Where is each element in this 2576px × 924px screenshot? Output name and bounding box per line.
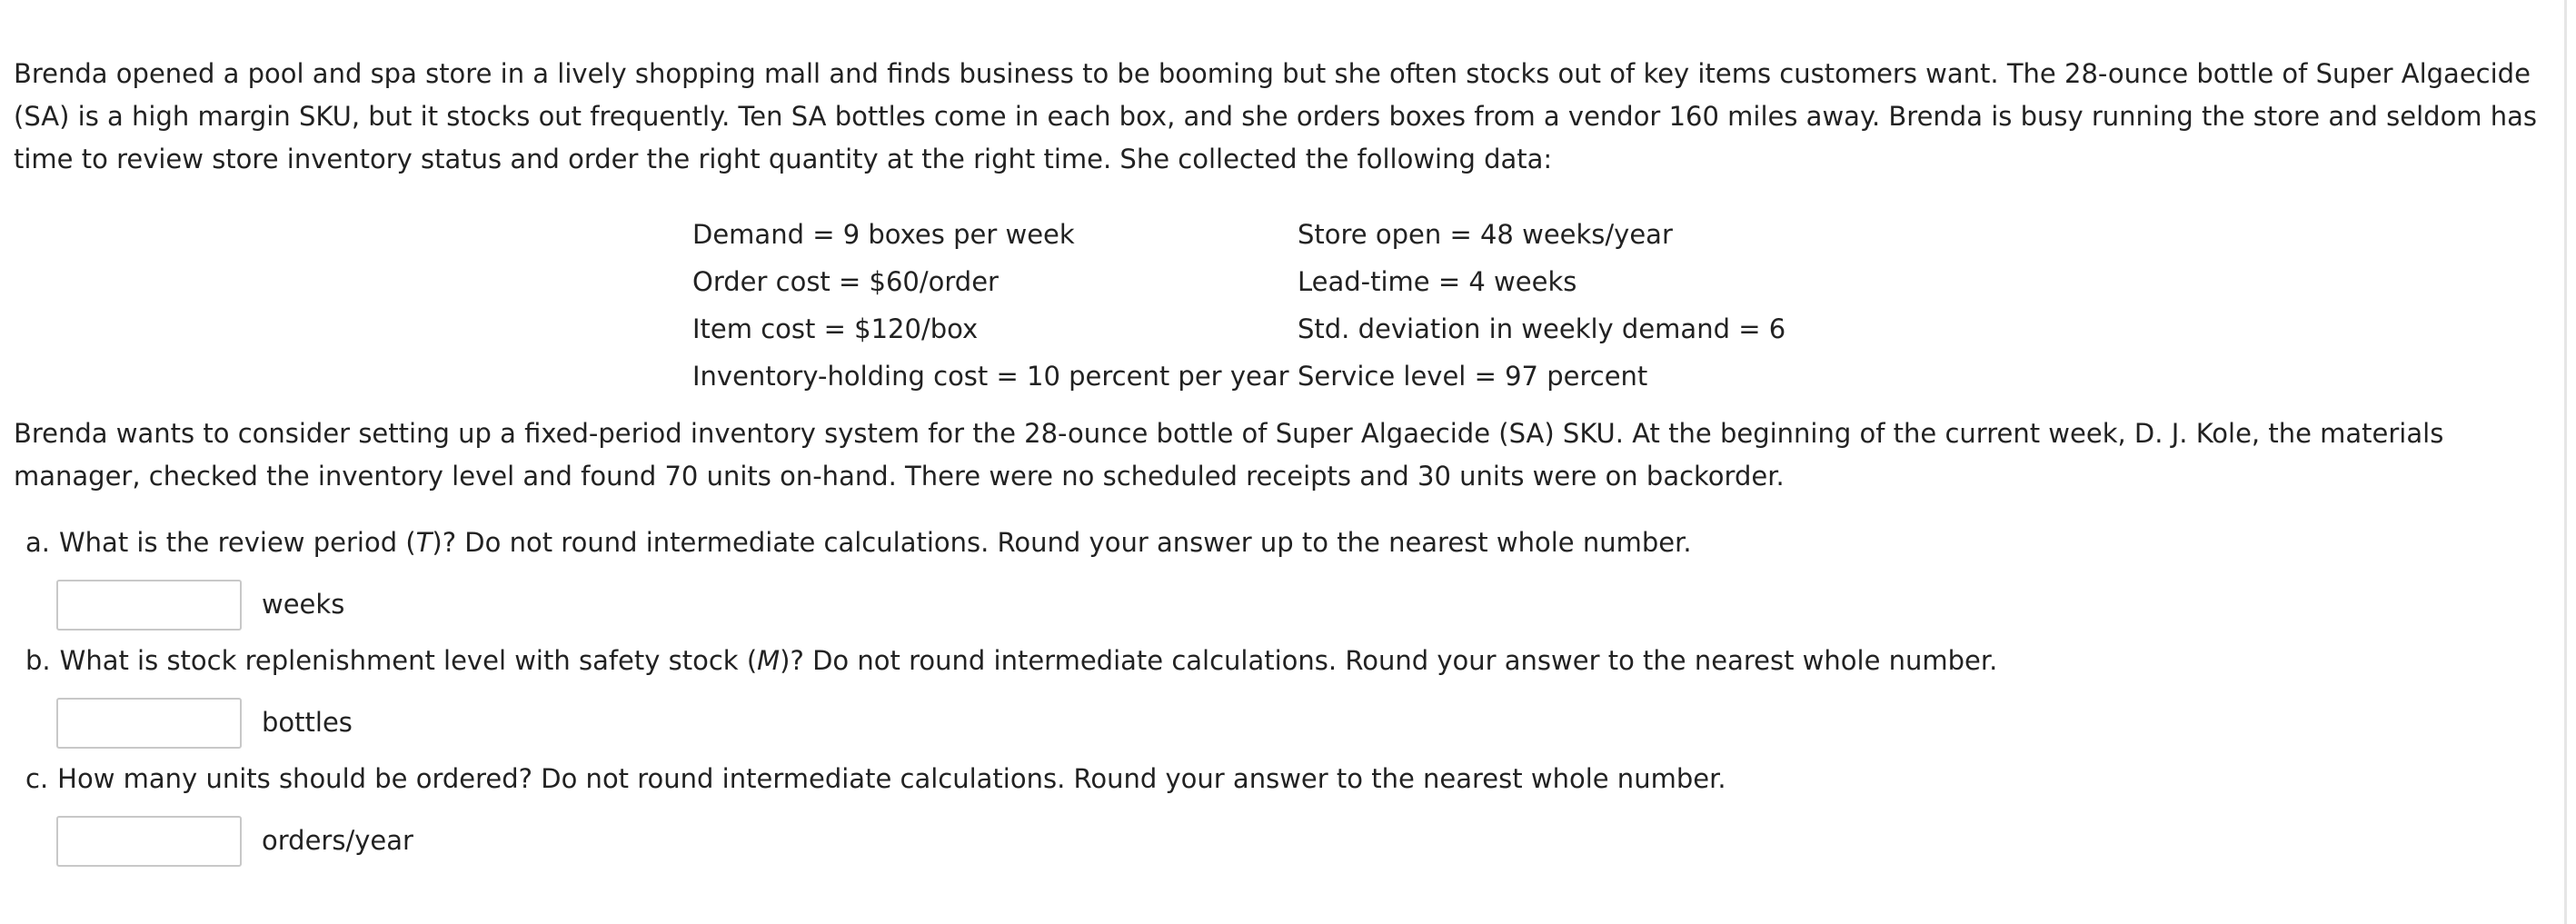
question-label: a. — [25, 527, 50, 558]
data-cell: Demand = 9 boxes per week — [692, 219, 1075, 250]
question-variable: M — [757, 645, 781, 676]
question-label: c. — [25, 763, 49, 794]
data-cell: Lead-time = 4 weeks — [1298, 266, 1577, 297]
data-cell: Service level = 97 percent — [1298, 361, 1648, 392]
question-c — [25, 763, 1726, 794]
data-row — [692, 258, 1785, 305]
question-text: )? Do not round intermediate calculations. Round your answer up to the nearest whole number. — [432, 527, 1692, 558]
question-b — [25, 645, 1997, 676]
question-text: How many units should be ordered? Do not round intermediate calculations. Round your answer to the nearest whole number. — [57, 763, 1726, 794]
answer-unit-c: orders/year — [262, 825, 413, 856]
page-divider — [2564, 0, 2567, 924]
answer-input-b[interactable] — [56, 698, 242, 749]
data-row — [692, 305, 1785, 353]
answer-input-c[interactable] — [56, 816, 242, 867]
question-variable: T — [415, 527, 433, 558]
data-cell: Store open = 48 weeks/year — [1298, 219, 1673, 250]
problem-intro: Brenda opened a pool and spa store in a lively shopping mall and finds business to be booming but she often stocks out of key items customers want. The 28-ounce bottle of Super Algaecide (SA) is a high margin SKU, but it stocks out frequently. Ten SA bottles come in each box, and she orders boxes from a vendor 160 miles away. Brenda is busy running the store and seldom has time to review store inventory status and order the right quantity at the right time. She collected the following data: — [14, 58, 2538, 174]
question-text: What is the review period ( — [59, 527, 416, 558]
data-row — [692, 211, 1785, 258]
given-data-table — [692, 211, 1785, 400]
data-cell: Item cost = $120/box — [692, 313, 979, 344]
answer-unit-b: bottles — [262, 707, 353, 738]
data-cell: Inventory-holding cost = 10 percent per year — [692, 361, 1289, 392]
question-label: b. — [25, 645, 51, 676]
problem-scenario: Brenda wants to consider setting up a fixed-period inventory system for the 28-ounce bottle of Super Algaecide (SA) SKU. At the beginning of the current week, D. J. Kole, the materials manager, checked the inventory level and found 70 units on-hand. There were no scheduled receipts and 30 units were on backorder. — [14, 418, 2444, 492]
data-cell: Order cost = $60/order — [692, 266, 999, 297]
question-a — [25, 527, 1692, 558]
answer-unit-a: weeks — [262, 589, 345, 620]
question-text: )? Do not round intermediate calculations. Round your answer to the nearest whole number. — [780, 645, 1998, 676]
data-row — [692, 353, 1785, 400]
data-cell: Std. deviation in weekly demand = 6 — [1298, 313, 1786, 344]
answer-input-a[interactable] — [56, 580, 242, 631]
question-text: What is stock replenishment level with safety stock ( — [59, 645, 758, 676]
